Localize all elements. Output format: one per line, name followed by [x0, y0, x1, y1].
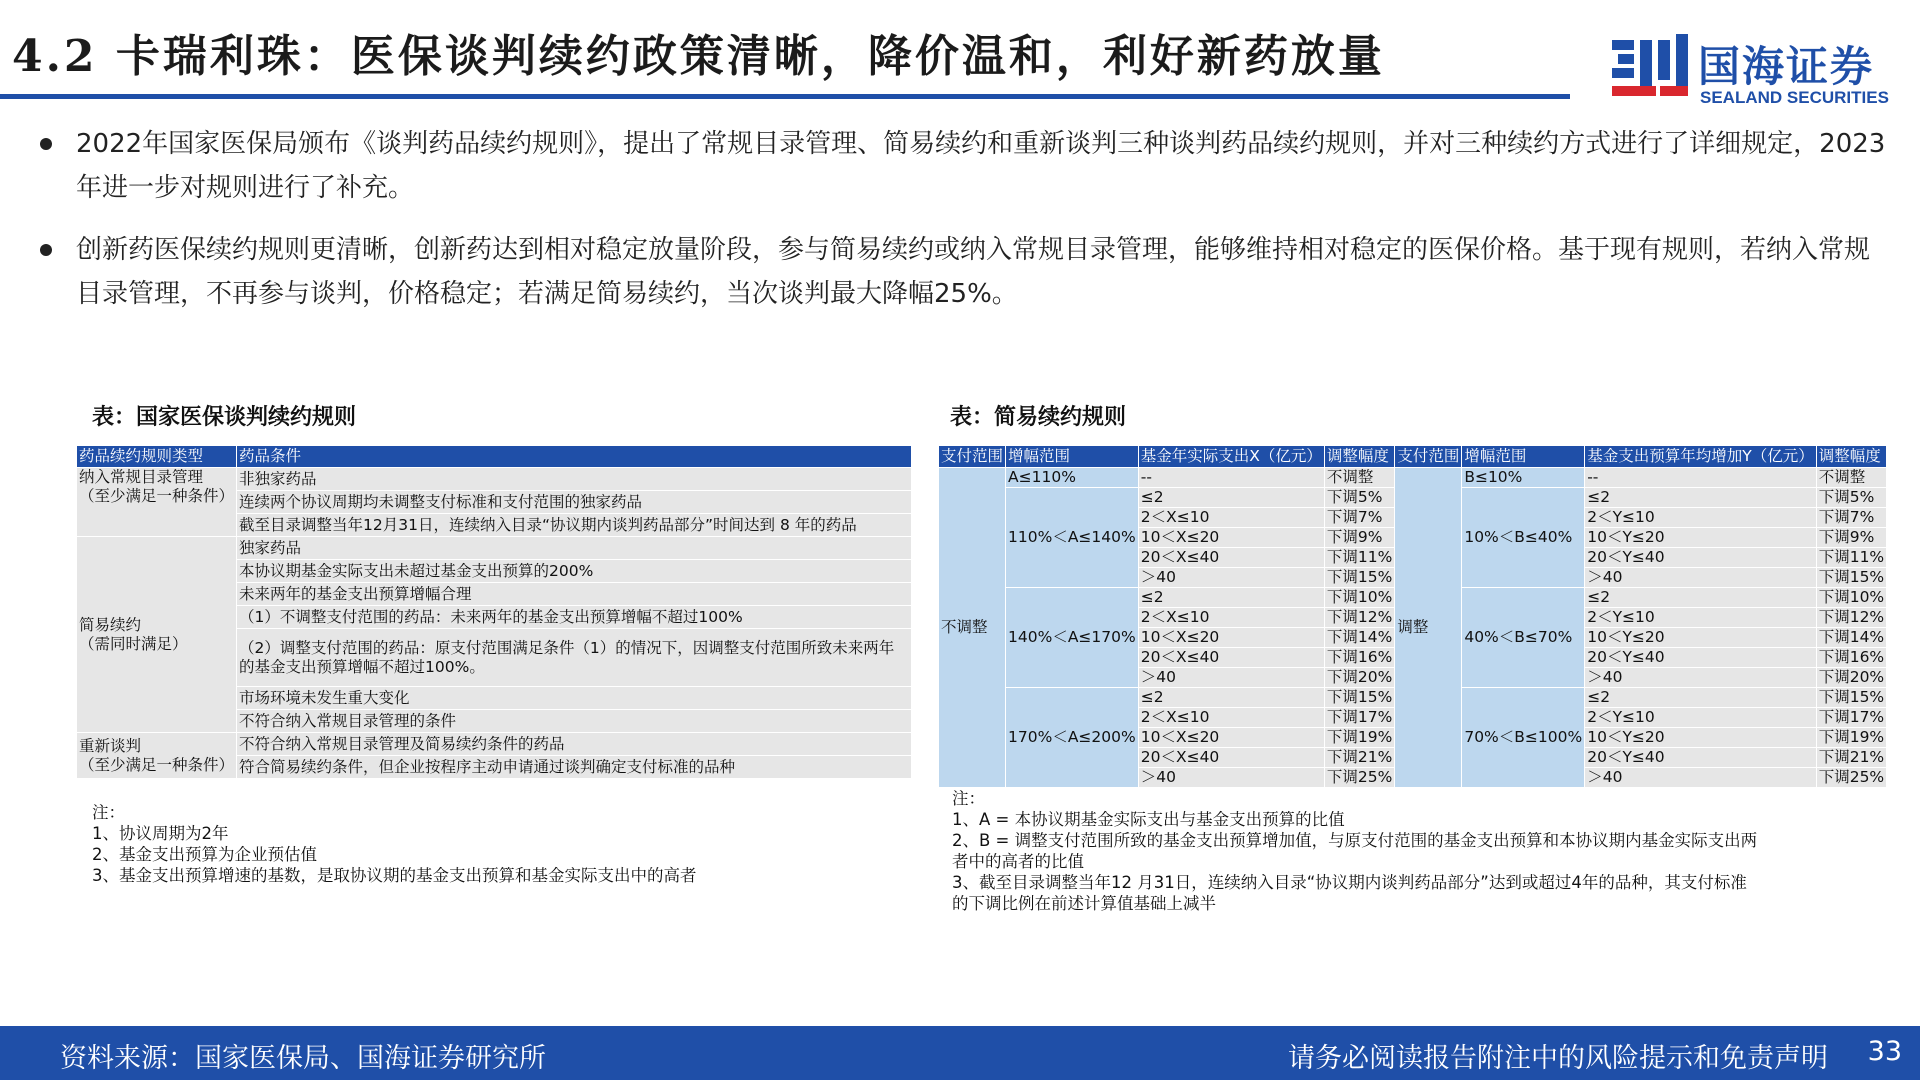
table-header-cell: 基金支出预算年均增加Y（亿元）: [1585, 446, 1816, 468]
disclaimer-link: 请务必阅读报告附注中的风险提示和免责声明: [1288, 1043, 1828, 1074]
table-cell: 20＜Y≤40: [1585, 648, 1816, 668]
table-cell: （2）调整支付范围的药品：原支付范围满足条件（1）的情况下，因调整支付范围所致未来两年 的基金支出预算增幅不超过100%。: [237, 629, 912, 687]
table-header-cell: 增幅范围: [1462, 446, 1585, 468]
bullet-text: 创新药医保续约规则更清晰，创新药达到相对稳定放量阶段，参与简易续约或纳入常规目录管理，能够维持相对稳定的医保价格。基于现有规则，若纳入常规目录管理，不再参与谈判，价格稳定；若满足简易续约，当次谈判最大降幅25%。: [76, 235, 1871, 309]
table-cell: 独家药品: [237, 537, 912, 560]
table-cell: 下调11%: [1816, 548, 1886, 568]
table-cell: --: [1585, 468, 1816, 488]
table-cell: 连续两个协议周期均未调整支付标准和支付范围的独家药品: [237, 491, 912, 514]
table-cell: 2＜X≤10: [1138, 508, 1324, 528]
table-cell: ≤2: [1138, 688, 1324, 708]
table-cell: 2＜Y≤10: [1585, 708, 1816, 728]
table-cell: 未来两年的基金支出预算增幅合理: [237, 583, 912, 606]
table-row: [77, 468, 912, 491]
page-title: 4.2 卡瑞利珠：医保谈判续约政策清晰，降价温和，利好新药放量: [12, 31, 1385, 82]
table-cell: 符合简易续约条件，但企业按程序主动申请通过谈判确定支付标准的品种: [237, 756, 912, 779]
table-cell: 2＜X≤10: [1138, 708, 1324, 728]
table-cell: 10＜X≤20: [1138, 628, 1324, 648]
table-cell: 下调25%: [1816, 768, 1886, 788]
table-cell: 下调17%: [1816, 708, 1886, 728]
table-cell: 110%＜A≤140%: [1006, 488, 1139, 588]
table-row: [77, 733, 912, 756]
table-cell: 40%＜B≤70%: [1462, 588, 1585, 688]
table-cell: 市场环境未发生重大变化: [237, 687, 912, 710]
table1-notes: 注： 1、协议周期为2年 2、基金支出预算为企业预估值 3、基金支出预算增速的基数，是取协议期的基金支出预算和基金实际支出中的高者: [92, 803, 697, 885]
table-cell: --: [1138, 468, 1324, 488]
table-cell: 20＜X≤40: [1138, 748, 1324, 768]
table-cell: ≤2: [1585, 588, 1816, 608]
table-cell: 下调21%: [1816, 748, 1886, 768]
page-number: 33: [1867, 1036, 1902, 1067]
table-cell: 10＜Y≤20: [1585, 528, 1816, 548]
table-cell: ≤2: [1138, 588, 1324, 608]
table-cell: 不调整: [1816, 468, 1886, 488]
table-cell: 170%＜A≤200%: [1006, 688, 1139, 788]
bullet-list: [40, 122, 1890, 334]
table-cell: 下调20%: [1816, 668, 1886, 688]
table-cell: ＞40: [1585, 568, 1816, 588]
table-cell: 下调14%: [1816, 628, 1886, 648]
table2-notes: 注： 1、A = 本协议期基金实际支出与基金支出预算的比值 2、B = 调整支付范围所致的基金支出预算增加值，与原支付范围的基金支出预算和本协议期内基金实际支出两 者中的高者的比值 3、截至目录调整当年12 月31日，连续纳入目录“协议期内谈判药品部分”达到或超过4年的品种，其支付标准 的下调比例在前述计算值基础上减半: [952, 789, 1758, 913]
company-logo: [1610, 30, 1910, 110]
table-cell: 10%＜B≤40%: [1462, 488, 1585, 588]
table-cell: 下调15%: [1324, 688, 1394, 708]
table-cell: 20＜Y≤40: [1585, 548, 1816, 568]
table-header-cell: 支付范围: [939, 446, 1006, 468]
sealand-logo-icon: [1610, 34, 1690, 102]
table-cell: ＞40: [1585, 768, 1816, 788]
table-cell: 不符合纳入常规目录管理及简易续约条件的药品: [237, 733, 912, 756]
table-cell: 10＜Y≤20: [1585, 728, 1816, 748]
table-cell: 不调整: [939, 468, 1006, 788]
table-cell: 下调16%: [1816, 648, 1886, 668]
bullet-text: 2022年国家医保局颁布《谈判药品续约规则》，提出了常规目录管理、简易续约和重新谈判三种谈判药品续约规则，并对三种续约方式进行了详细规定，2023年进一步对规则进行了补充。: [76, 129, 1886, 203]
table-cell: 下调15%: [1816, 688, 1886, 708]
bullet-dot-icon: [40, 138, 52, 150]
table-cell: 下调16%: [1324, 648, 1394, 668]
table-cell: 下调9%: [1324, 528, 1394, 548]
table-cell: 下调21%: [1324, 748, 1394, 768]
table-cell: ≤2: [1138, 488, 1324, 508]
table-cell: 下调10%: [1324, 588, 1394, 608]
table-cell: （1）不调整支付范围的药品：未来两年的基金支出预算增幅不超过100%: [237, 606, 912, 629]
table-cell: ＞40: [1138, 768, 1324, 788]
table-row: [939, 468, 1887, 488]
table-cell: 下调9%: [1816, 528, 1886, 548]
table-cell: 不调整: [1324, 468, 1394, 488]
table-cell: ＞40: [1138, 668, 1324, 688]
bullet-item: [40, 228, 1890, 316]
title-divider: [0, 94, 1570, 99]
simple-renewal-table: [938, 445, 1887, 788]
logo-chinese-name: 国海证券: [1698, 42, 1875, 91]
table-header-cell: 药品条件: [237, 446, 912, 468]
table-row: [77, 537, 912, 560]
table-cell: 非独家药品: [237, 468, 912, 491]
table-cell: B≤10%: [1462, 468, 1585, 488]
table-header-cell: 调整幅度: [1816, 446, 1886, 468]
table-header-cell: 药品续约规则类型: [77, 446, 237, 468]
table-cell: 下调25%: [1324, 768, 1394, 788]
table-cell: 20＜X≤40: [1138, 548, 1324, 568]
table-header-row: [939, 446, 1887, 468]
logo-english-name: SEALAND SECURITIES: [1700, 88, 1889, 107]
table-cell: ≤2: [1585, 488, 1816, 508]
table-cell: 2＜Y≤10: [1585, 608, 1816, 628]
table-cell: 不符合纳入常规目录管理的条件: [237, 710, 912, 733]
category-regular: 纳入常规目录管理 （至少满足一种条件）: [77, 468, 237, 537]
category-simple-renewal: 简易续约 （需同时满足）: [77, 537, 237, 733]
table-cell: 下调5%: [1324, 488, 1394, 508]
table-cell: 20＜Y≤40: [1585, 748, 1816, 768]
category-renegotiation: 重新谈判 （至少满足一种条件）: [77, 733, 237, 779]
table-cell: A≤110%: [1006, 468, 1139, 488]
table-cell: 下调15%: [1816, 568, 1886, 588]
bullet-item: [40, 122, 1890, 210]
table-cell: 下调19%: [1816, 728, 1886, 748]
table-cell: 下调14%: [1324, 628, 1394, 648]
table-cell: 下调5%: [1816, 488, 1886, 508]
renewal-rules-table: [76, 445, 912, 779]
table-cell: 20＜X≤40: [1138, 648, 1324, 668]
table-header-row: [77, 446, 912, 468]
table-cell: 70%＜B≤100%: [1462, 688, 1585, 788]
table-cell: 10＜X≤20: [1138, 528, 1324, 548]
table-cell: 下调20%: [1324, 668, 1394, 688]
table-cell: 本协议期基金实际支出未超过基金支出预算的200%: [237, 560, 912, 583]
table-cell: 下调11%: [1324, 548, 1394, 568]
table-cell: ＞40: [1138, 568, 1324, 588]
table-cell: 10＜Y≤20: [1585, 628, 1816, 648]
table-cell: 下调10%: [1816, 588, 1886, 608]
table1-caption: 表：国家医保谈判续约规则: [92, 405, 357, 430]
bullet-dot-icon: [40, 244, 52, 256]
table-cell: 下调12%: [1816, 608, 1886, 628]
table-cell: ＞40: [1585, 668, 1816, 688]
table2-caption: 表：简易续约规则: [950, 405, 1127, 430]
table-header-cell: 支付范围: [1395, 446, 1462, 468]
table-header-cell: 调整幅度: [1324, 446, 1394, 468]
table-cell: 2＜Y≤10: [1585, 508, 1816, 528]
table-cell: 2＜X≤10: [1138, 608, 1324, 628]
table-cell: 下调7%: [1324, 508, 1394, 528]
table-cell: 下调7%: [1816, 508, 1886, 528]
table-cell: 下调19%: [1324, 728, 1394, 748]
table-cell: 下调12%: [1324, 608, 1394, 628]
source-note: 资料来源：国家医保局、国海证券研究所: [60, 1043, 546, 1074]
table-header-cell: 增幅范围: [1006, 446, 1139, 468]
table-cell: ≤2: [1585, 688, 1816, 708]
table-cell: 下调15%: [1324, 568, 1394, 588]
table-cell: 下调17%: [1324, 708, 1394, 728]
table-cell: 调整: [1395, 468, 1462, 788]
table-cell: 截至目录调整当年12月31日，连续纳入目录“协议期内谈判药品部分”时间达到 8 年的药品: [237, 514, 912, 537]
footer-bar: [0, 1026, 1920, 1080]
table-cell: 140%＜A≤170%: [1006, 588, 1139, 688]
table-header-cell: 基金年实际支出X（亿元）: [1138, 446, 1324, 468]
table-cell: 10＜X≤20: [1138, 728, 1324, 748]
